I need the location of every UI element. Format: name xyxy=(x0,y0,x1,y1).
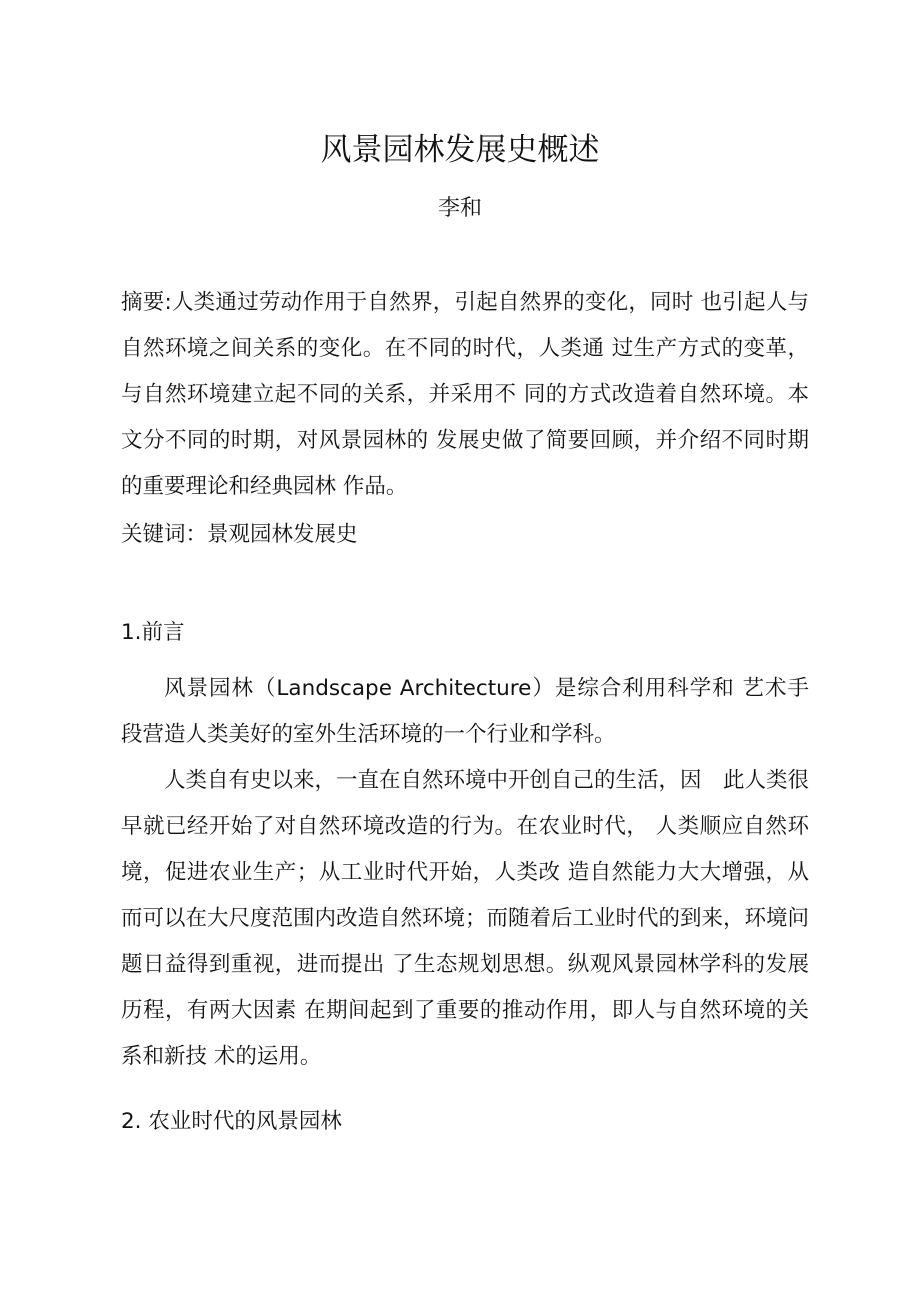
keywords-text: 景观园林发展史 xyxy=(207,522,358,547)
section-1-heading: 1.前言 xyxy=(121,620,185,645)
section-1-paragraph-1: 风景园林（Landscape Architecture）是综合利用科学和 艺术手段营造人类美好的室外生活环境的一个行业和学科。 xyxy=(121,676,809,747)
abstract-paragraph xyxy=(121,280,809,510)
author-name: 李和 xyxy=(437,196,482,221)
abstract-text: 人类通过劳动作用于自然界，引起自然界的变化，同时 也引起人与自然环境之间关系的变化。在不同的时代，人类通 过生产方式的变革，与自然环境建立起不同的关系，并采用不 同的方式改造着自然环境。本文分不同的时期，对风景园林的 发展史做了简要回顾，并介绍不同时期的重要理论和经典园林 作品。 xyxy=(121,290,809,499)
document-title: 风景园林发展史概述 xyxy=(320,132,600,168)
keywords-label: 关键词： xyxy=(121,522,208,547)
abstract-label: 摘要: xyxy=(121,290,172,315)
section-1-paragraph-2: 人类自有史以来，一直在自然环境中开创自己的生活，因 此人类很早就已经开始了对自然环境改造的行为。在农业时代， 人类顺应自然环境，促进农业生产；从工业时代开始，人类改 造自然能力大大增强，从而可以在大尺度范围内改造自然环境；而随着后工业时代的到来，环境问题日益得到重视，进而提出 了生态规划思想。纵观风景园林学科的发展历程，有两大因素 在期间起到了重要的推动作用，即人与自然环境的关系和新技 术的运用。 xyxy=(121,768,810,1069)
keywords-line xyxy=(121,512,809,558)
section-2-heading: 2. 农业时代的风景园林 xyxy=(121,1109,342,1134)
